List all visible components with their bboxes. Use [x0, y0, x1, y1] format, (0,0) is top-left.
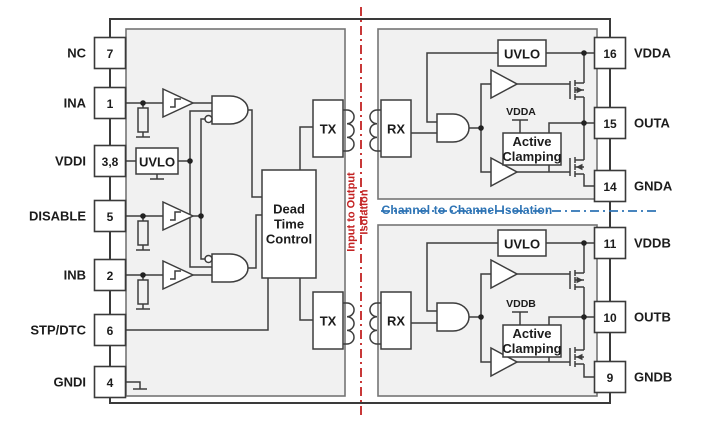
and-gate-b — [205, 254, 248, 282]
pin-number-7: 7 — [106, 46, 114, 61]
pin-number-14: 14 — [603, 179, 617, 194]
and-gate-a2 — [437, 114, 469, 142]
pin-label-gndb: GNDB — [634, 369, 673, 385]
vddb-rail-label: VDDB — [506, 298, 536, 310]
pin-number-11: 11 — [603, 236, 617, 251]
dead-time-control-label: Dead Time Control — [265, 201, 313, 247]
uvlo-b-label: UVLO — [503, 236, 541, 252]
tx-a-label: TX — [319, 121, 337, 137]
pin-number-3-8: 3,8 — [101, 154, 119, 169]
active-clamping-a-label: Active Clamping — [502, 134, 562, 164]
vdda-rail-label: VDDA — [506, 106, 536, 118]
pin-number-1: 1 — [106, 96, 114, 111]
pin-number-6: 6 — [106, 323, 114, 338]
pin-label-nc: NC — [67, 45, 86, 61]
pin-label-gnda: GNDA — [634, 178, 673, 194]
pin-number-4: 4 — [106, 375, 114, 390]
active-clamping-b-label: Active Clamping — [502, 326, 562, 356]
pin-label-outb: OUTB — [634, 309, 671, 325]
input-output-isolation-label: Input to Output Isolation — [345, 172, 370, 252]
uvlo-input-label: UVLO — [138, 154, 176, 170]
pin-label-gndi: GNDI — [53, 374, 86, 390]
pin-label-disable: DISABLE — [28, 208, 86, 224]
pin-label-ina: INA — [63, 95, 86, 111]
and-gate-b2 — [437, 303, 469, 331]
pin-label-outa: OUTA — [634, 115, 670, 131]
pin-number-16: 16 — [603, 46, 617, 61]
pin-number-15: 15 — [603, 116, 617, 131]
pin-number-9: 9 — [606, 370, 614, 385]
channel-isolation-label: Channel to Channel Isolation — [381, 203, 553, 217]
rx-a-label: RX — [386, 121, 406, 137]
tx-b-label: TX — [319, 313, 337, 329]
pin-number-10: 10 — [603, 310, 617, 325]
pin-label-vddb: VDDB — [634, 235, 671, 251]
pin-label-stp-dtc: STP/DTC — [30, 322, 86, 338]
uvlo-a-label: UVLO — [503, 46, 541, 62]
pin-label-vddi: VDDI — [54, 153, 86, 169]
and-gate-a — [205, 96, 248, 124]
pin-number-5: 5 — [106, 209, 114, 224]
pin-label-vdda: VDDA — [634, 45, 671, 61]
rx-b-label: RX — [386, 313, 406, 329]
pin-number-2: 2 — [106, 268, 114, 283]
pin-label-inb: INB — [63, 267, 86, 283]
